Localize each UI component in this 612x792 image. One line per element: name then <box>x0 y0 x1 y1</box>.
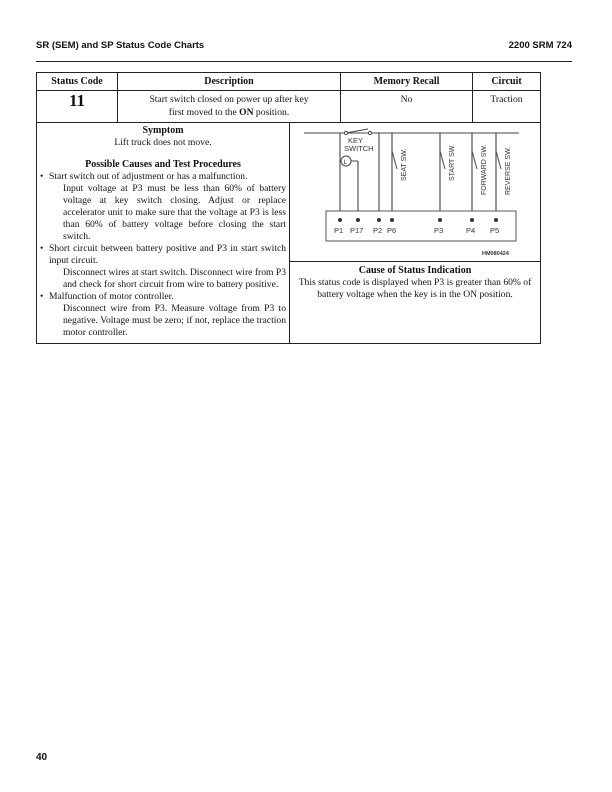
seat-switch-label: SEAT SW. <box>401 148 408 181</box>
cause-item-1-title: Start switch out of adjustment or has a malfunction. <box>49 171 248 182</box>
details-section <box>37 122 540 343</box>
symptom-and-causes <box>37 123 290 343</box>
status-code-table <box>37 73 540 122</box>
header-memory-recall: Memory Recall <box>341 73 473 91</box>
cause-item-1-detail: Input voltage at P3 must be less than 60% of battery voltage at key switch closing. Adjust or replace accelerator unit to make sure that the voltage at P3 is less than 60% of battery voltage before closing the start switch. <box>63 183 286 242</box>
header-description: Description <box>118 73 341 91</box>
cause-item-2-detail: Disconnect wires at start switch. Disconnect wire from P3 and check for short circuit from wire to battery positive. <box>63 267 286 290</box>
causes-title: Possible Causes and Test Procedures <box>85 159 241 170</box>
pin-label-p3: P3 <box>434 226 444 235</box>
cause-item-3: • Malfunction of motor controller. <box>40 291 286 303</box>
figure-id: HM080424 <box>482 251 509 257</box>
cause-of-indication <box>290 262 540 304</box>
symptom-text: Lift truck does not move. <box>114 137 212 148</box>
cause-item-2-title: Short circuit between battery positive and P3 in start switch input circuit. <box>49 243 286 266</box>
memory-recall-value: No <box>341 91 473 122</box>
symptom-title: Symptom <box>142 125 184 136</box>
header-rule <box>36 61 572 62</box>
pin-label-p6: P6 <box>387 226 397 235</box>
diagram-and-cause <box>290 123 540 343</box>
header-status-code: Status Code <box>37 73 118 91</box>
cause-item-2: • Short circuit between battery positive and P3 in start switch input circuit. <box>40 243 286 266</box>
key-switch-label-2: SWITCH <box>344 144 374 153</box>
cause-text: This status code is displayed when P3 is greater than 60% of battery voltage when the key is in the ON position. <box>298 277 532 300</box>
wiring-diagram <box>290 123 540 262</box>
pin-label-p5: P5 <box>490 226 500 235</box>
page-number: 40 <box>36 752 48 763</box>
header-circuit: Circuit <box>473 73 540 91</box>
pin-label-p4: P4 <box>466 226 476 235</box>
running-header-doc-number: 2200 SRM 724 <box>508 40 572 51</box>
description-line-1: Start switch closed on power up after key <box>149 94 309 105</box>
cause-item-3-detail: Disconnect wire from P3. Measure voltage from P3 to negative. Voltage must be zero; if not, replace the traction motor controller. <box>63 303 286 338</box>
cause-item-1: • Start switch out of adjustment or has a malfunction. <box>40 171 286 183</box>
pin-label-p2: P2 <box>373 226 383 235</box>
forward-switch-label: FORWARD SW. <box>481 144 488 195</box>
wiring-diagram-svg <box>290 123 540 261</box>
pin-label-p1: P1 <box>334 226 344 235</box>
description-line-2: first moved to the ON position. <box>168 106 290 118</box>
cause-title: Cause of Status Indication <box>358 265 472 276</box>
start-switch-label: START SW. <box>449 144 456 181</box>
reverse-switch-label: REVERSE SW. <box>505 146 512 195</box>
running-header-title: SR (SEM) and SP Status Code Charts <box>36 40 205 51</box>
pin-label-p17: P17 <box>350 226 364 235</box>
circuit-value: Traction <box>490 94 523 105</box>
status-code-chart <box>36 72 541 344</box>
key-switch-label-1: KEY <box>348 136 364 145</box>
status-code-value: 11 <box>37 91 118 122</box>
description-cell <box>118 91 341 122</box>
lamp-label: L <box>343 159 348 166</box>
cause-item-3-title: Malfunction of motor controller. <box>49 291 174 302</box>
